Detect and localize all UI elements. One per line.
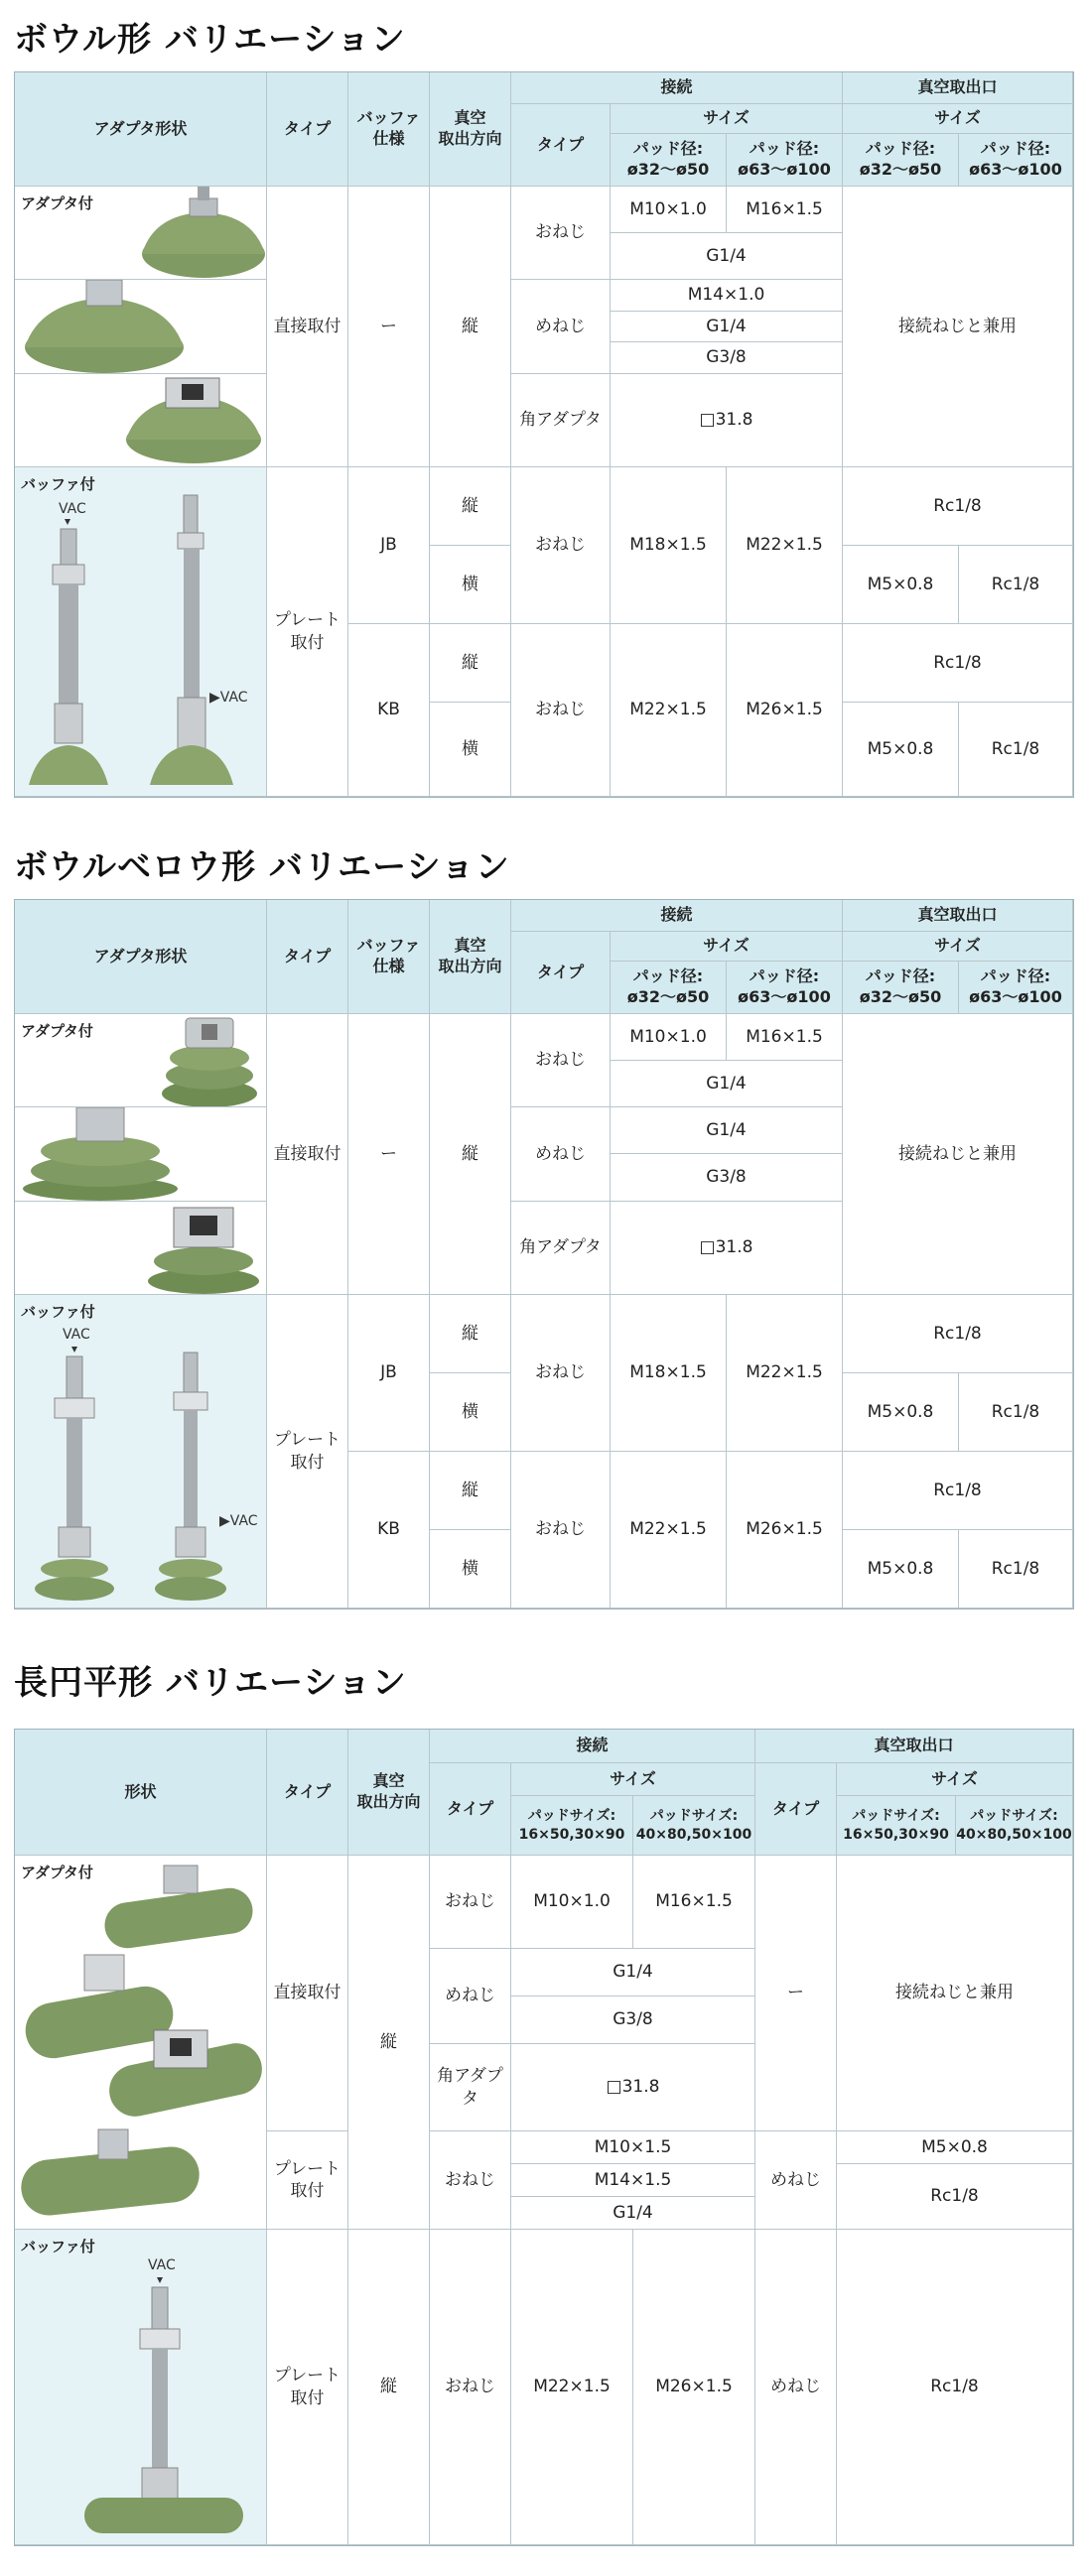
- port-combined: 接続ねじと兼用: [843, 1014, 1073, 1295]
- conn-type-male: おねじ: [511, 187, 611, 280]
- header-buffer-spec: バッファ 仕様: [348, 900, 430, 1014]
- bowl-pad-square-illustration: [15, 374, 267, 467]
- conn-type-square: 角アダプタ: [511, 374, 611, 467]
- header-buffer-spec: バッファ 仕様: [348, 72, 430, 187]
- type-plate: プレート 取付: [267, 1295, 348, 1609]
- header-adapter-shape: アダプタ形状: [15, 900, 267, 1014]
- conn-type-kb-male: おねじ: [511, 624, 611, 797]
- type-plate-adapter: プレート 取付: [267, 2131, 348, 2230]
- vac-label-side: ▶VAC: [219, 1513, 258, 1529]
- image-oval-buffer: [15, 2230, 267, 2545]
- header-type: タイプ: [267, 1730, 348, 1856]
- vac-label-top: VAC: [148, 2257, 176, 2273]
- bowl-pad-male-illustration: [15, 187, 267, 280]
- header-port-small: パッド径: ø32〜ø50: [843, 962, 959, 1014]
- header-port-size: サイズ: [843, 104, 1073, 134]
- type-plate: プレート 取付: [267, 467, 348, 797]
- image-bellows-adapter-2: [15, 1107, 267, 1202]
- vac-label-top: VAC: [59, 501, 86, 517]
- size-m10: M10×1.0: [611, 187, 727, 233]
- header-size: サイズ: [611, 932, 843, 962]
- buffer-none: ー: [348, 187, 430, 467]
- size-m16: M16×1.5: [727, 187, 843, 233]
- conn-type-male: おねじ: [430, 1856, 511, 1949]
- buffer-kb: KB: [348, 1452, 430, 1609]
- bellows-pad-female-illustration: [15, 1107, 267, 1202]
- size-m16: M16×1.5: [633, 1856, 755, 1949]
- header-port-large: パッド径: ø63〜ø100: [959, 134, 1073, 187]
- type-plate-buffer: プレート 取付: [267, 2230, 348, 2545]
- buffer-none: ー: [348, 1014, 430, 1295]
- size-square: □31.8: [511, 2044, 755, 2131]
- header-shape: 形状: [15, 1730, 267, 1856]
- size-g14-female: G1/4: [611, 1107, 843, 1154]
- image-oval-adapter: [15, 1856, 267, 2230]
- size-m22-kb: M22×1.5: [611, 1452, 727, 1609]
- port-m5: M5×0.8: [837, 2131, 1073, 2164]
- port-jb-horizontal-small: M5×0.8: [843, 1373, 959, 1452]
- port-rc18-plate: Rc1/8: [837, 2164, 1073, 2230]
- header-pad-large: パッド径: ø63〜ø100: [727, 134, 843, 187]
- direction-kb-horizontal: 横: [430, 703, 511, 797]
- bellows-pad-square-illustration: [15, 1202, 267, 1295]
- buffer-bowl-illustration: [15, 467, 267, 797]
- size-m22: M22×1.5: [511, 2230, 633, 2545]
- conn-type-female: めねじ: [511, 280, 611, 374]
- header-pad-small: パッド径: ø32〜ø50: [611, 134, 727, 187]
- conn-type-female: めねじ: [511, 1107, 611, 1202]
- header-port-size: サイズ: [843, 932, 1073, 962]
- size-m14: M14×1.0: [611, 280, 843, 312]
- conn-type-male: おねじ: [511, 1014, 611, 1107]
- size-m22-kb: M22×1.5: [611, 624, 727, 797]
- header-vacuum-direction: 真空 取出方向: [430, 72, 511, 187]
- bowl-pad-female-illustration: [15, 280, 267, 374]
- header-port-large: パッドサイズ: 40×80,50×100: [956, 1796, 1073, 1856]
- group-label-buffer: バッファ付: [21, 1303, 95, 1321]
- port-type-female-buffer: めねじ: [755, 2230, 837, 2545]
- header-size: サイズ: [511, 1763, 755, 1796]
- image-bowl-adapter-3: [15, 374, 267, 467]
- header-port-large: パッド径: ø63〜ø100: [959, 962, 1073, 1014]
- group-label-buffer: バッファ付: [21, 475, 95, 493]
- size-g38: G3/8: [611, 1154, 843, 1202]
- size-m26: M26×1.5: [633, 2230, 755, 2545]
- port-kb-vertical: Rc1/8: [843, 624, 1073, 703]
- port-jb-horizontal-small: M5×0.8: [843, 546, 959, 624]
- conn-type-jb-male: おねじ: [511, 1295, 611, 1452]
- size-g14-male: G1/4: [611, 233, 843, 280]
- size-m10: M10×1.0: [511, 1856, 633, 1949]
- size-m26: M26×1.5: [727, 624, 843, 797]
- oval-pad-illustrations: [15, 1856, 267, 2230]
- port-combined: 接続ねじと兼用: [837, 1856, 1073, 2131]
- size-g38: G3/8: [511, 1996, 755, 2044]
- port-rc18-buffer: Rc1/8: [837, 2230, 1073, 2545]
- port-type-none: ー: [755, 1856, 837, 2131]
- size-m16: M16×1.5: [727, 1014, 843, 1061]
- header-conn-type: タイプ: [430, 1763, 511, 1856]
- header-connection: 接続: [430, 1730, 755, 1763]
- conn-type-square: 角アダプタ: [430, 2044, 511, 2131]
- direction-jb-horizontal: 横: [430, 1373, 511, 1452]
- size-square: □31.8: [611, 1202, 843, 1295]
- buffer-kb: KB: [348, 624, 430, 797]
- header-pad-small: パッド径: ø32〜ø50: [611, 962, 727, 1014]
- conn-type-plate-male: おねじ: [430, 2131, 511, 2230]
- port-kb-horizontal-small: M5×0.8: [843, 1530, 959, 1609]
- header-conn-type: タイプ: [511, 104, 611, 187]
- port-kb-vertical: Rc1/8: [843, 1452, 1073, 1530]
- header-vacuum-direction: 真空 取出方向: [348, 1730, 430, 1856]
- image-bowl-adapter-1: [15, 187, 267, 280]
- group-label-adapter: アダプタ付: [21, 194, 93, 212]
- header-connection: 接続: [511, 72, 843, 104]
- direction-vertical: 縦: [348, 1856, 430, 2230]
- buffer-oval-illustration: [15, 2230, 267, 2545]
- size-m10-plate: M10×1.5: [511, 2131, 755, 2164]
- buffer-jb: JB: [348, 1295, 430, 1452]
- section1-title: ボウル形 バリエーション: [14, 20, 406, 60]
- type-direct: 直接取付: [267, 187, 348, 467]
- size-g14: G1/4: [511, 1949, 755, 1996]
- type-direct: 直接取付: [267, 1014, 348, 1295]
- size-m10: M10×1.0: [611, 1014, 727, 1061]
- size-square: □31.8: [611, 374, 843, 467]
- size-g14-male: G1/4: [611, 1061, 843, 1107]
- header-port-small: パッド径: ø32〜ø50: [843, 134, 959, 187]
- image-bowl-buffer: [15, 467, 267, 797]
- port-kb-horizontal-small: M5×0.8: [843, 703, 959, 797]
- header-vacuum-port: 真空取出口: [755, 1730, 1073, 1763]
- vac-label-side: ▶VAC: [209, 690, 248, 706]
- port-jb-vertical: Rc1/8: [843, 467, 1073, 546]
- image-bellows-adapter-1: [15, 1014, 267, 1107]
- group-label-buffer: バッファ付: [21, 2238, 95, 2255]
- group-label-adapter: アダプタ付: [21, 1864, 93, 1881]
- header-pad-small: パッドサイズ: 16×50,30×90: [511, 1796, 633, 1856]
- header-adapter-shape: アダプタ形状: [15, 72, 267, 187]
- header-port-size: サイズ: [837, 1763, 1073, 1796]
- direction-kb-vertical: 縦: [430, 1452, 511, 1530]
- conn-type-buffer-male: おねじ: [430, 2230, 511, 2545]
- conn-type-jb-male: おねじ: [511, 467, 611, 624]
- header-pad-large: パッド径: ø63〜ø100: [727, 962, 843, 1014]
- port-type-female: めねじ: [755, 2131, 837, 2230]
- port-jb-horizontal-large: Rc1/8: [959, 1373, 1073, 1452]
- header-port-type: タイプ: [755, 1763, 837, 1856]
- section3-title: 長円平形 バリエーション: [14, 1663, 407, 1703]
- size-m22-jb: M22×1.5: [727, 467, 843, 624]
- size-g14-female: G1/4: [611, 312, 843, 342]
- direction-kb-vertical: 縦: [430, 624, 511, 703]
- image-bowl-adapter-2: [15, 280, 267, 374]
- type-direct: 直接取付: [267, 1856, 348, 2131]
- header-pad-large: パッドサイズ: 40×80,50×100: [633, 1796, 755, 1856]
- size-g38: G3/8: [611, 342, 843, 374]
- header-connection: 接続: [511, 900, 843, 932]
- buffer-bellows-illustration: [15, 1295, 267, 1609]
- bowl-bellows-variation-table: [14, 899, 1074, 1610]
- bowl-variation-table: [14, 71, 1074, 798]
- image-bellows-buffer: [15, 1295, 267, 1609]
- vac-label-top: VAC: [63, 1327, 90, 1343]
- header-conn-type: タイプ: [511, 932, 611, 1014]
- direction-vertical: 縦: [430, 1014, 511, 1295]
- direction-jb-horizontal: 横: [430, 546, 511, 624]
- header-size: サイズ: [611, 104, 843, 134]
- header-type: タイプ: [267, 900, 348, 1014]
- header-vacuum-port: 真空取出口: [843, 72, 1073, 104]
- header-type: タイプ: [267, 72, 348, 187]
- header-vacuum-port: 真空取出口: [843, 900, 1073, 932]
- image-bellows-adapter-3: [15, 1202, 267, 1295]
- oval-flat-variation-table: [14, 1729, 1074, 2546]
- port-kb-horizontal-large: Rc1/8: [959, 1530, 1073, 1609]
- group-label-adapter: アダプタ付: [21, 1022, 93, 1040]
- size-m14-plate: M14×1.5: [511, 2164, 755, 2197]
- port-kb-horizontal-large: Rc1/8: [959, 703, 1073, 797]
- direction-vertical: 縦: [430, 187, 511, 467]
- size-m18: M18×1.5: [611, 1295, 727, 1452]
- header-port-small: パッドサイズ: 16×50,30×90: [837, 1796, 956, 1856]
- port-jb-vertical: Rc1/8: [843, 1295, 1073, 1373]
- conn-type-female: めねじ: [430, 1949, 511, 2044]
- direction-jb-vertical: 縦: [430, 467, 511, 546]
- size-m18: M18×1.5: [611, 467, 727, 624]
- direction-jb-vertical: 縦: [430, 1295, 511, 1373]
- direction-vertical-buffer: 縦: [348, 2230, 430, 2545]
- size-m26: M26×1.5: [727, 1452, 843, 1609]
- direction-kb-horizontal: 横: [430, 1530, 511, 1609]
- buffer-jb: JB: [348, 467, 430, 624]
- conn-type-kb-male: おねじ: [511, 1452, 611, 1609]
- header-vacuum-direction: 真空 取出方向: [430, 900, 511, 1014]
- port-jb-horizontal-large: Rc1/8: [959, 546, 1073, 624]
- conn-type-square: 角アダプタ: [511, 1202, 611, 1295]
- port-combined: 接続ねじと兼用: [843, 187, 1073, 467]
- bellows-pad-male-illustration: [15, 1014, 267, 1107]
- size-g14-plate: G1/4: [511, 2197, 755, 2230]
- size-m22-jb: M22×1.5: [727, 1295, 843, 1452]
- section2-title: ボウルベロウ形 バリエーション: [14, 847, 510, 887]
